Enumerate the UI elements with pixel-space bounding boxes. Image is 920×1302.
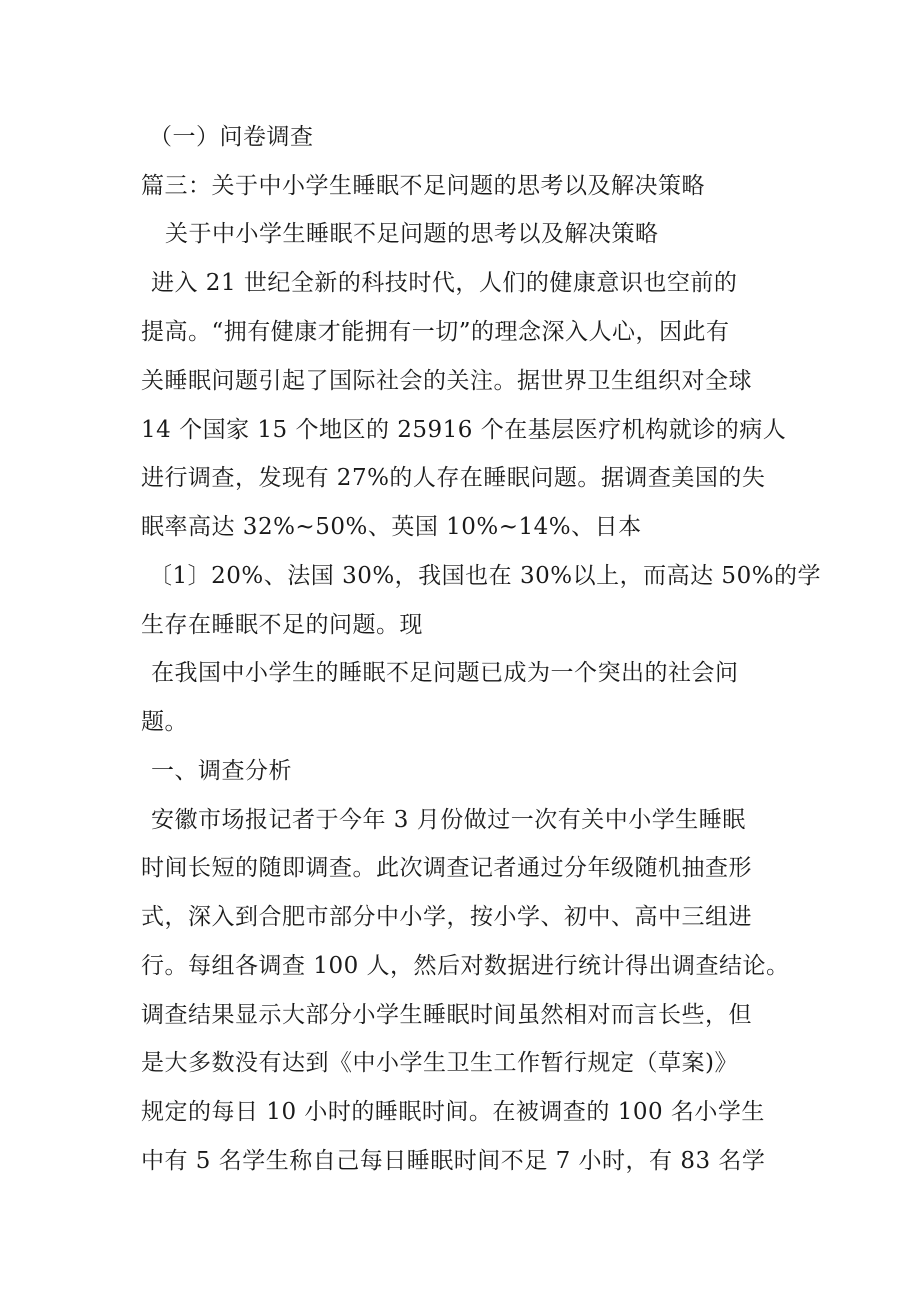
paragraph-line: 眠率高达 32%~50%、英国 10%~14%、日本	[141, 514, 642, 540]
paragraph-line: 〔1〕20%、法国 30%，我国也在 30%以上，而高达 50%的学	[149, 563, 822, 589]
paragraph-line: 式，深入到合肥市部分中小学，按小学、初中、高中三组进	[141, 904, 752, 930]
paragraph-line: 时间长短的随即调查。此次调查记者通过分年级随机抽查形	[141, 855, 752, 881]
paragraph-line: 关睡眠问题引起了国际社会的关注。据世界卫生组织对全球	[141, 368, 752, 394]
paragraph-line: 生存在睡眠不足的问题。现	[141, 612, 423, 638]
paragraph-line: 进入 21 世纪全新的科技时代，人们的健康意识也空前的	[151, 270, 738, 296]
article-subtitle: 关于中小学生睡眠不足问题的思考以及解决策略	[165, 221, 659, 247]
paragraph-line: 规定的每日 10 小时的睡眠时间。在被调查的 100 名小学生	[141, 1099, 765, 1125]
paragraph-line: 进行调查，发现有 27%的人存在睡眠问题。据调查美国的失	[141, 465, 766, 491]
paragraph-line: 14 个国家 15 个地区的 25916 个在基层医疗机构就诊的病人	[141, 417, 787, 443]
section-heading-analysis: 一、调查分析	[151, 758, 292, 784]
article-title: 篇三：关于中小学生睡眠不足问题的思考以及解决策略	[141, 173, 705, 199]
paragraph-line: 行。每组各调查 100 人，然后对数据进行统计得出调查结论。	[141, 953, 790, 979]
paragraph-line: 提高。“拥有健康才能拥有一切”的理念深入人心，因此有	[141, 319, 730, 345]
paragraph-line: 中有 5 名学生称自己每日睡眠时间不足 7 小时，有 83 名学	[141, 1148, 766, 1174]
paragraph-line: 在我国中小学生的睡眠不足问题已成为一个突出的社会问	[151, 660, 739, 686]
paragraph-line: 题。	[141, 709, 188, 735]
paragraph-line: 安徽市场报记者于今年 3 月份做过一次有关中小学生睡眠	[151, 807, 746, 833]
section-heading-questionnaire: （一）问卷调查	[149, 124, 314, 150]
paragraph-line: 调查结果显示大部分小学生睡眠时间虽然相对而言长些，但	[141, 1002, 752, 1028]
paragraph-line: 是大多数没有达到《中小学生卫生工作暂行规定（草案)》	[141, 1050, 738, 1076]
